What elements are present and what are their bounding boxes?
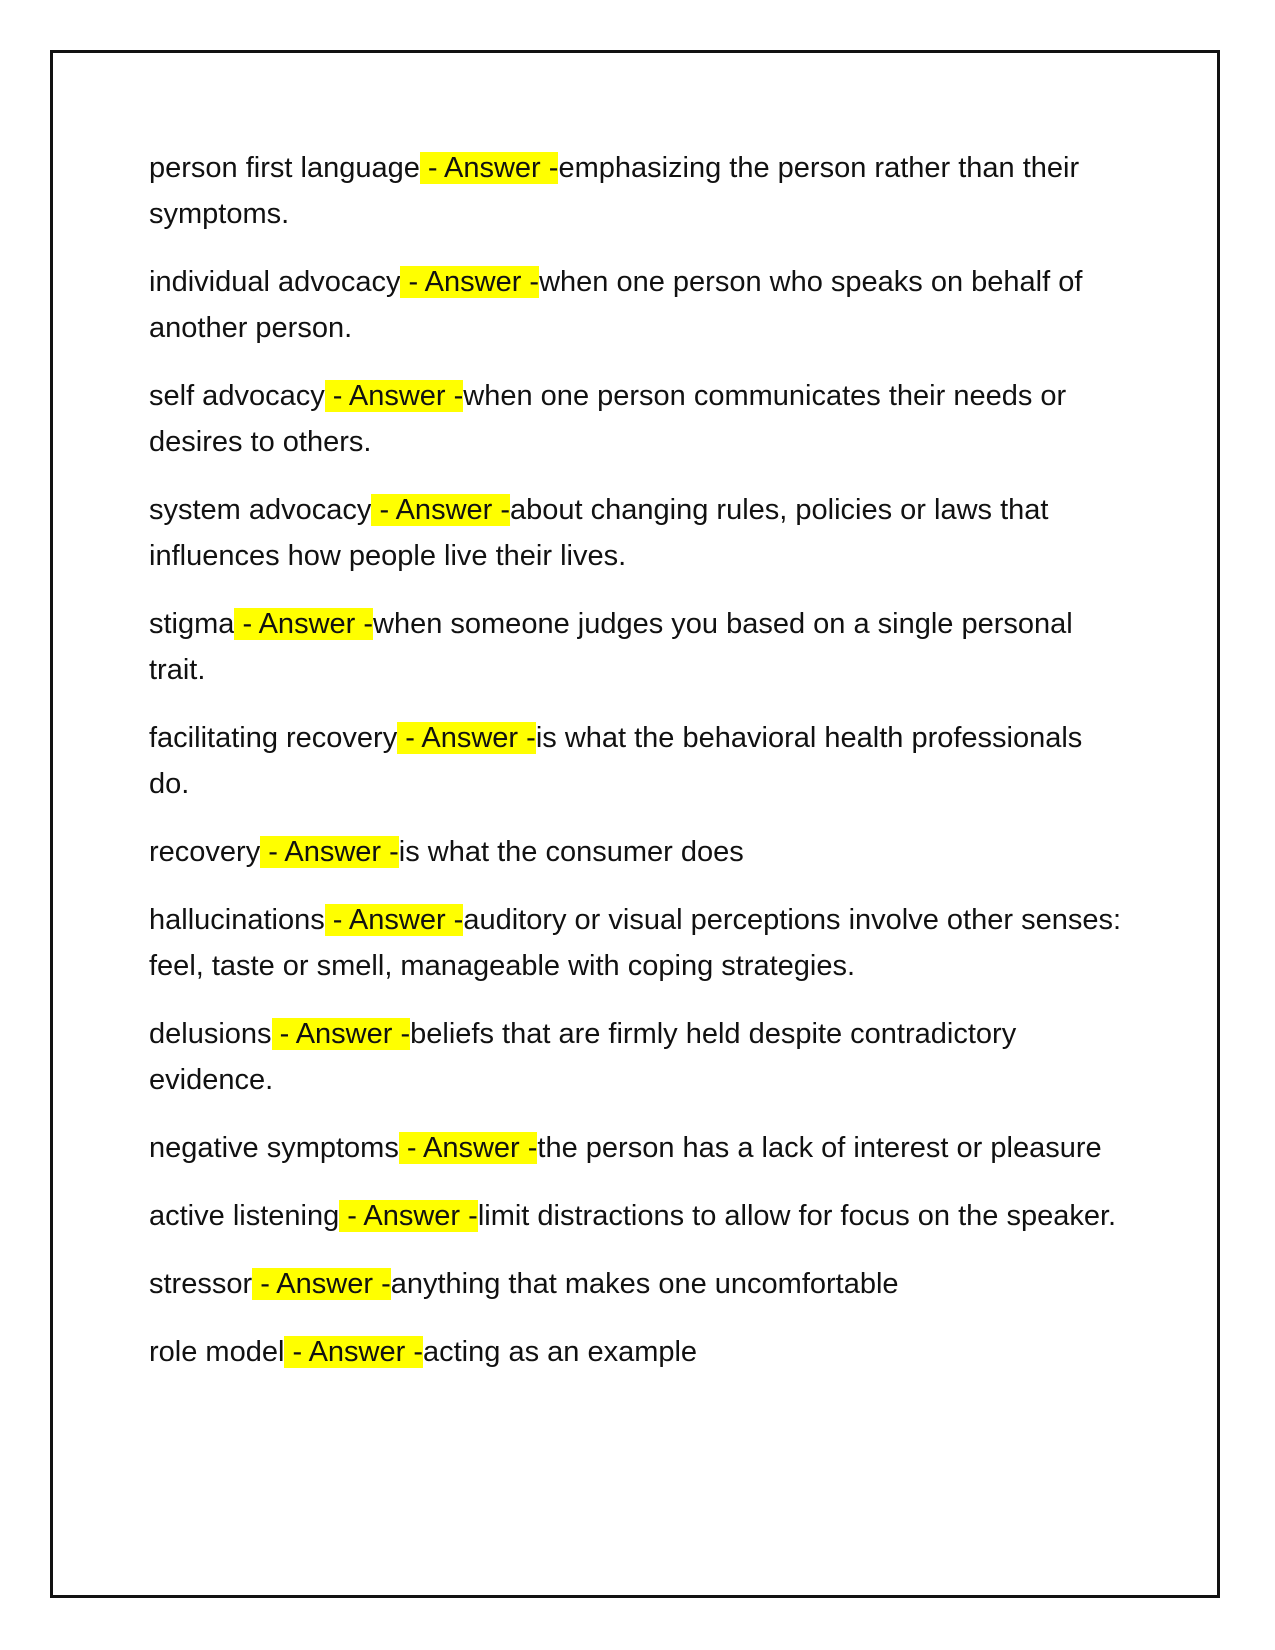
definition: about changing rules, policies or laws that influences how people live their lives.: [149, 494, 1049, 572]
answer-separator: - Answer -: [419, 152, 559, 184]
answer-separator: - Answer -: [284, 1336, 423, 1368]
term: system advocacy: [149, 494, 372, 526]
answer-separator: - Answer -: [271, 1018, 411, 1050]
list-item: [149, 259, 1129, 351]
list-item: [149, 145, 1129, 237]
term: recovery: [149, 836, 261, 868]
answer-separator: - Answer -: [260, 836, 399, 868]
list-item: [149, 487, 1129, 579]
definition: when someone judges you based on a single personal trait.: [149, 608, 1073, 686]
definition: is what the behavioral health professionals do.: [149, 722, 1083, 800]
answer-separator: - Answer -: [252, 1268, 391, 1300]
definition: emphasizing the person rather than their symptoms.: [149, 152, 1080, 230]
answer-separator: - Answer -: [371, 494, 511, 526]
definition: anything that makes one uncomfortable: [390, 1268, 899, 1300]
definition: auditory or visual perceptions involve other senses: feel, taste or smell, manageable with coping strategies.: [149, 904, 1122, 982]
flashcard-list: [149, 145, 1129, 1397]
definition: limit distractions to allow for focus on the speaker.: [477, 1200, 1117, 1232]
term: stigma: [149, 608, 235, 640]
answer-separator: - Answer -: [324, 380, 464, 412]
list-item: [149, 1125, 1129, 1171]
term: active listening: [149, 1200, 340, 1232]
definition: when one person communicates their needs or desires to others.: [149, 380, 1067, 458]
term: role model: [149, 1336, 285, 1368]
list-item: [149, 601, 1129, 693]
list-item: [149, 715, 1129, 807]
term: person first language: [149, 152, 420, 184]
answer-separator: - Answer -: [324, 904, 464, 936]
list-item: [149, 1193, 1129, 1239]
definition: when one person who speaks on behalf of another person.: [149, 266, 1083, 344]
answer-separator: - Answer -: [398, 1132, 538, 1164]
definition: the person has a lack of interest or pleasure: [537, 1132, 1102, 1164]
list-item: [149, 1261, 1129, 1307]
term: hallucinations: [149, 904, 325, 936]
list-item: [149, 897, 1129, 989]
answer-separator: - Answer -: [397, 722, 536, 754]
term: self advocacy: [149, 380, 325, 412]
definition: is what the consumer does: [398, 836, 744, 868]
list-item: [149, 1329, 1129, 1375]
definition: acting as an example: [423, 1336, 698, 1368]
term: negative symptoms: [149, 1132, 399, 1164]
answer-separator: - Answer -: [400, 266, 540, 298]
answer-separator: - Answer -: [234, 608, 374, 640]
answer-separator: - Answer -: [339, 1200, 478, 1232]
list-item: [149, 829, 1129, 875]
term: facilitating recovery: [149, 722, 398, 754]
term: stressor: [149, 1268, 253, 1300]
definition: beliefs that are firmly held despite contradictory evidence.: [149, 1018, 1017, 1096]
list-item: [149, 1011, 1129, 1103]
list-item: [149, 373, 1129, 465]
term: individual advocacy: [149, 266, 401, 298]
term: delusions: [149, 1018, 272, 1050]
